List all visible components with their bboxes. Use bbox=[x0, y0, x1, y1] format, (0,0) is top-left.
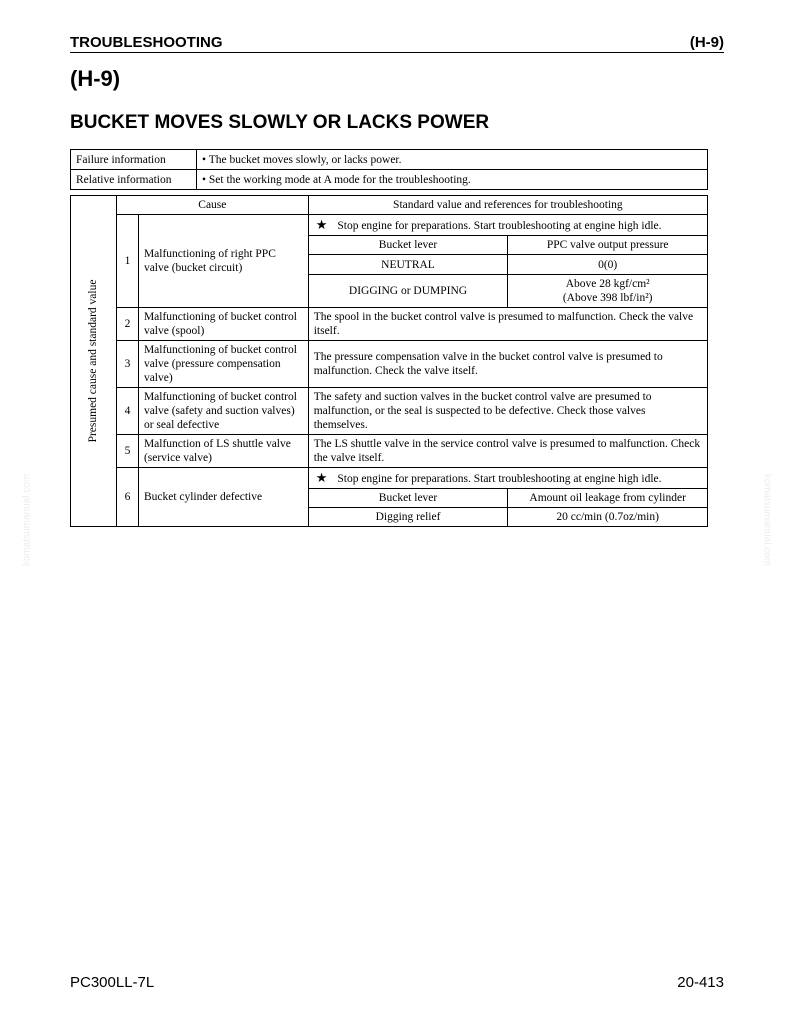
cause-text: Malfunctioning of bucket control valve (pressure compensation valve) bbox=[138, 341, 308, 388]
lever-digging-dumping: DIGGING or DUMPING bbox=[308, 275, 508, 308]
relative-text: • Set the working mode at A mode for the troubleshooting. bbox=[197, 170, 708, 190]
table-row bbox=[71, 341, 708, 388]
cause-text: Malfunctioning of bucket control valve (safety and suction valves) or seal defective bbox=[138, 388, 308, 435]
table-row bbox=[71, 308, 708, 341]
side-label-cell bbox=[71, 196, 117, 527]
troubleshooting-code: (H-9) bbox=[70, 66, 121, 91]
row-number: 4 bbox=[116, 388, 138, 435]
prep-note bbox=[308, 215, 707, 236]
col-header-bucket-lever: Bucket lever bbox=[308, 236, 508, 255]
lever-digging-relief: Digging relief bbox=[308, 508, 508, 527]
prep-text: Stop engine for preparations. Start troubleshooting at engine high idle. bbox=[337, 472, 662, 485]
col-header-oil-leakage: Amount oil leakage from cylinder bbox=[508, 489, 708, 508]
table-row bbox=[71, 388, 708, 435]
cause-text: Bucket cylinder defective bbox=[138, 468, 308, 527]
cause-header: Cause bbox=[116, 196, 308, 215]
failure-text: • The bucket moves slowly, or lacks power. bbox=[197, 150, 708, 170]
pressure-value-metric: Above 28 kgf/cm² bbox=[565, 278, 650, 290]
row-number: 1 bbox=[116, 215, 138, 308]
cause-text: Malfunction of LS shuttle valve (service valve) bbox=[138, 435, 308, 468]
table-header-row bbox=[71, 196, 708, 215]
pressure-value-imperial: (Above 398 lbf/in²) bbox=[562, 292, 653, 304]
table-row bbox=[71, 435, 708, 468]
table-row bbox=[71, 468, 708, 489]
cause-table bbox=[70, 195, 708, 527]
table-row bbox=[71, 215, 708, 236]
leakage-value: 20 cc/min (0.7oz/min) bbox=[508, 508, 708, 527]
header-section-title: TROUBLESHOOTING bbox=[70, 34, 223, 51]
col-header-bucket-lever: Bucket lever bbox=[308, 489, 508, 508]
page-header bbox=[70, 32, 724, 53]
standard-text: The pressure compensation valve in the bucket control valve is presumed to malfunction. Check the valve itself. bbox=[308, 341, 707, 388]
lever-neutral: NEUTRAL bbox=[308, 255, 508, 275]
star-icon: ★ bbox=[315, 216, 328, 232]
page-title: BUCKET MOVES SLOWLY OR LACKS POWER bbox=[70, 112, 490, 133]
relative-label: Relative information bbox=[71, 170, 197, 190]
pressure-neutral: 0(0) bbox=[508, 255, 708, 275]
side-label: Presumed cause and standard value bbox=[87, 279, 99, 443]
info-row-failure bbox=[71, 150, 708, 170]
info-table bbox=[70, 149, 708, 190]
row-number: 3 bbox=[116, 341, 138, 388]
cause-text: Malfunctioning of bucket control valve (spool) bbox=[138, 308, 308, 341]
col-header-ppc-pressure: PPC valve output pressure bbox=[508, 236, 708, 255]
footer-model: PC300LL-7L bbox=[70, 974, 155, 991]
footer-page-number: 20-413 bbox=[677, 974, 724, 991]
pressure-digging-dumping bbox=[508, 275, 708, 308]
failure-label: Failure information bbox=[71, 150, 197, 170]
prep-note bbox=[308, 468, 707, 489]
standard-text: The spool in the bucket control valve is presumed to malfunction. Check the valve itself. bbox=[308, 308, 707, 341]
prep-text: Stop engine for preparations. Start troubleshooting at engine high idle. bbox=[337, 219, 662, 232]
standard-header: Standard value and references for troubleshooting bbox=[308, 196, 707, 215]
watermark-right: komatsumanual.com bbox=[761, 473, 773, 567]
watermark-left: komatsumanual.com bbox=[21, 473, 33, 567]
standard-text: The safety and suction valves in the bucket control valve are presumed to malfunction, or the seal is suspected to be defective. Check those valves themselves. bbox=[308, 388, 707, 435]
header-code: (H-9) bbox=[689, 34, 724, 51]
cause-text: Malfunctioning of right PPC valve (bucket circuit) bbox=[138, 215, 308, 308]
star-icon: ★ bbox=[315, 469, 328, 485]
info-row-relative bbox=[71, 170, 708, 190]
standard-text: The LS shuttle valve in the service control valve is presumed to malfunction. Check the valve itself. bbox=[308, 435, 707, 468]
row-number: 2 bbox=[116, 308, 138, 341]
row-number: 5 bbox=[116, 435, 138, 468]
row-number: 6 bbox=[116, 468, 138, 527]
